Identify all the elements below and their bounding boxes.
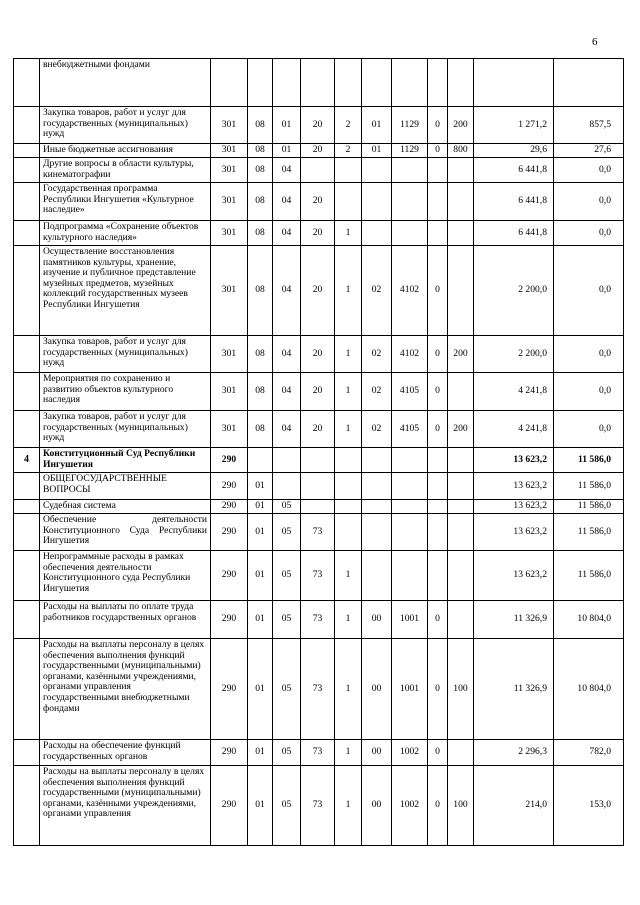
row-index (14, 107, 40, 144)
code-event: 00 (362, 601, 392, 639)
code-direction: 4105 (392, 373, 428, 411)
code-subprogram: 1 (335, 246, 362, 336)
code-digit: 0 (428, 601, 448, 639)
amount-year-2: 11 586,0 (554, 500, 624, 514)
code-digit (428, 473, 448, 500)
table-row (14, 59, 624, 107)
code-section: 08 (248, 144, 273, 158)
amount-year-1: 29,6 (474, 144, 554, 158)
code-program: 73 (301, 639, 335, 740)
code-digit (428, 158, 448, 183)
code-event: 00 (362, 766, 392, 846)
amount-year-2: 857,5 (554, 107, 624, 144)
amount-year-2: 11 586,0 (554, 514, 624, 551)
code-subprogram (335, 473, 362, 500)
code-section (248, 448, 273, 473)
code-event: 02 (362, 336, 392, 373)
code-program: 20 (301, 107, 335, 144)
page-number: 6 (592, 36, 598, 48)
code-subprogram (335, 158, 362, 183)
row-index (14, 246, 40, 336)
row-description: Закупка товаров, работ и услуг для государственных (муниципальных) нужд (40, 107, 211, 144)
code-digit: 0 (428, 740, 448, 766)
code-digit: 0 (428, 373, 448, 411)
code-subsection: 05 (273, 601, 301, 639)
code-program: 73 (301, 766, 335, 846)
amount-year-1: 6 441,8 (474, 183, 554, 221)
code-subprogram: 1 (335, 740, 362, 766)
code-subsection (273, 473, 301, 500)
row-description: Мероприятия по сохранению и развитию объектов культурного наследия (40, 373, 211, 411)
row-index (14, 766, 40, 846)
row-description: Закупка товаров, работ и услуг для государственных (муниципальных) нужд (40, 336, 211, 373)
row-description: внебюджетными фондами (40, 59, 211, 107)
code-program (301, 473, 335, 500)
row-description: Расходы на выплаты персоналу в целях обеспечения выполнения функций государственными (муниципальными) органами, казёнными учреждениями, органами управления государственными внебюджетными фондами (40, 639, 211, 740)
code-digit: 0 (428, 336, 448, 373)
table-row (14, 336, 624, 373)
code-expense-type (448, 551, 474, 601)
code-subsection: 05 (273, 740, 301, 766)
code-ministry: 301 (211, 336, 248, 373)
table-row (14, 740, 624, 766)
code-expense-type (448, 448, 474, 473)
code-expense-type (448, 59, 474, 107)
code-ministry: 290 (211, 766, 248, 846)
code-direction (392, 551, 428, 601)
table-row (14, 473, 624, 500)
code-subprogram: 1 (335, 601, 362, 639)
code-section: 08 (248, 183, 273, 221)
code-direction: 4102 (392, 336, 428, 373)
code-program (301, 448, 335, 473)
code-direction (392, 183, 428, 221)
code-direction: 1001 (392, 639, 428, 740)
code-subsection: 01 (273, 107, 301, 144)
table-row (14, 500, 624, 514)
row-description: Государственная программа Республики Ингушетия «Культурное наследие» (40, 183, 211, 221)
code-expense-type (448, 221, 474, 246)
code-digit: 0 (428, 144, 448, 158)
code-section: 01 (248, 601, 273, 639)
amount-year-1: 11 326,9 (474, 601, 554, 639)
code-expense-type: 200 (448, 107, 474, 144)
row-index (14, 183, 40, 221)
code-event: 02 (362, 411, 392, 448)
table-row (14, 221, 624, 246)
code-event (362, 551, 392, 601)
code-subsection: 05 (273, 500, 301, 514)
amount-year-2: 0,0 (554, 183, 624, 221)
code-program: 20 (301, 221, 335, 246)
code-section: 01 (248, 639, 273, 740)
budget-table-body (14, 59, 624, 846)
table-row (14, 766, 624, 846)
code-subsection: 04 (273, 411, 301, 448)
code-direction: 1002 (392, 766, 428, 846)
code-direction: 1129 (392, 107, 428, 144)
code-subprogram (335, 514, 362, 551)
code-expense-type (448, 246, 474, 336)
amount-year-2: 782,0 (554, 740, 624, 766)
code-digit (428, 221, 448, 246)
code-event: 00 (362, 740, 392, 766)
amount-year-2: 11 586,0 (554, 551, 624, 601)
code-event: 01 (362, 107, 392, 144)
code-ministry (211, 59, 248, 107)
code-program (301, 500, 335, 514)
code-expense-type (448, 740, 474, 766)
code-subsection: 04 (273, 246, 301, 336)
code-section: 01 (248, 740, 273, 766)
code-subprogram: 1 (335, 766, 362, 846)
code-section: 01 (248, 514, 273, 551)
amount-year-1: 13 623,2 (474, 514, 554, 551)
code-subsection: 04 (273, 183, 301, 221)
code-program: 73 (301, 514, 335, 551)
code-digit: 0 (428, 766, 448, 846)
code-ministry: 290 (211, 448, 248, 473)
row-index (14, 144, 40, 158)
code-event (362, 183, 392, 221)
code-expense-type (448, 373, 474, 411)
row-description: Другие вопросы в области культуры, кинематографии (40, 158, 211, 183)
code-ministry: 301 (211, 411, 248, 448)
row-description: Иные бюджетные ассигнования (40, 144, 211, 158)
code-subprogram: 1 (335, 411, 362, 448)
code-ministry: 290 (211, 473, 248, 500)
code-subsection: 04 (273, 158, 301, 183)
code-subprogram (335, 59, 362, 107)
code-subsection: 01 (273, 144, 301, 158)
code-expense-type (448, 183, 474, 221)
table-row (14, 601, 624, 639)
amount-year-2: 11 586,0 (554, 448, 624, 473)
code-subprogram: 1 (335, 639, 362, 740)
code-direction (392, 158, 428, 183)
amount-year-1: 4 241,8 (474, 373, 554, 411)
code-ministry: 301 (211, 107, 248, 144)
amount-year-2 (554, 59, 624, 107)
amount-year-1: 214,0 (474, 766, 554, 846)
code-section: 08 (248, 336, 273, 373)
code-program: 20 (301, 183, 335, 221)
row-description: Конституционный Суд Республики Ингушетия (40, 448, 211, 473)
code-direction (392, 514, 428, 551)
amount-year-1: 11 326,9 (474, 639, 554, 740)
code-program (301, 59, 335, 107)
table-row (14, 514, 624, 551)
amount-year-2: 0,0 (554, 411, 624, 448)
amount-year-1: 13 623,2 (474, 448, 554, 473)
code-expense-type (448, 601, 474, 639)
code-subsection: 04 (273, 221, 301, 246)
code-direction (392, 448, 428, 473)
code-event: 02 (362, 373, 392, 411)
code-program: 73 (301, 601, 335, 639)
amount-year-1: 13 623,2 (474, 473, 554, 500)
code-event: 02 (362, 246, 392, 336)
code-subprogram (335, 183, 362, 221)
row-description: Расходы на выплаты по оплате труда работников государственных органов (40, 601, 211, 639)
amount-year-2: 153,0 (554, 766, 624, 846)
row-description: Судебная система (40, 500, 211, 514)
code-direction: 1001 (392, 601, 428, 639)
code-ministry: 290 (211, 639, 248, 740)
row-description: Закупка товаров, работ и услуг для государственных (муниципальных) нужд (40, 411, 211, 448)
row-description: Расходы на выплаты персоналу в целях обеспечения выполнения функций государственными (муниципальными) органами, казёнными учреждениями, органами управления (40, 766, 211, 846)
table-row (14, 107, 624, 144)
code-ministry: 301 (211, 183, 248, 221)
row-index (14, 411, 40, 448)
code-expense-type: 200 (448, 336, 474, 373)
code-expense-type (448, 158, 474, 183)
code-section: 08 (248, 246, 273, 336)
code-expense-type (448, 500, 474, 514)
code-ministry: 290 (211, 514, 248, 551)
row-index (14, 221, 40, 246)
amount-year-1: 4 241,8 (474, 411, 554, 448)
row-index (14, 473, 40, 500)
code-expense-type: 100 (448, 766, 474, 846)
amount-year-1: 13 623,2 (474, 551, 554, 601)
code-section: 08 (248, 411, 273, 448)
code-subsection (273, 59, 301, 107)
row-index (14, 601, 40, 639)
row-description: Расходы на обеспечение функций государственных органов (40, 740, 211, 766)
code-direction (392, 473, 428, 500)
table-row (14, 373, 624, 411)
code-event (362, 500, 392, 514)
amount-year-1: 2 200,0 (474, 246, 554, 336)
amount-year-2: 0,0 (554, 221, 624, 246)
code-digit (428, 183, 448, 221)
row-index (14, 158, 40, 183)
table-row (14, 144, 624, 158)
code-subsection: 05 (273, 551, 301, 601)
amount-year-2: 0,0 (554, 158, 624, 183)
code-direction (392, 221, 428, 246)
code-program: 20 (301, 246, 335, 336)
code-expense-type (448, 514, 474, 551)
amount-year-1: 2 200,0 (474, 336, 554, 373)
code-direction: 4102 (392, 246, 428, 336)
code-program: 20 (301, 144, 335, 158)
code-digit (428, 514, 448, 551)
code-section: 01 (248, 766, 273, 846)
code-event (362, 448, 392, 473)
code-subsection: 04 (273, 373, 301, 411)
amount-year-2: 0,0 (554, 373, 624, 411)
row-description: Непрограммные расходы в рамках обеспечения деятельности Конституционного суда Республики Ингушетия (40, 551, 211, 601)
amount-year-2: 0,0 (554, 336, 624, 373)
code-subprogram: 1 (335, 551, 362, 601)
amount-year-2: 10 804,0 (554, 601, 624, 639)
code-expense-type: 800 (448, 144, 474, 158)
code-subprogram: 1 (335, 221, 362, 246)
code-subprogram (335, 448, 362, 473)
code-digit: 0 (428, 246, 448, 336)
code-ministry: 290 (211, 500, 248, 514)
code-section: 01 (248, 551, 273, 601)
code-program (301, 158, 335, 183)
amount-year-2: 10 804,0 (554, 639, 624, 740)
code-expense-type: 200 (448, 411, 474, 448)
code-section: 08 (248, 158, 273, 183)
code-digit (428, 448, 448, 473)
code-expense-type (448, 473, 474, 500)
code-ministry: 301 (211, 144, 248, 158)
code-digit: 0 (428, 639, 448, 740)
code-program: 73 (301, 551, 335, 601)
table-row (14, 411, 624, 448)
amount-year-1: 1 271,2 (474, 107, 554, 144)
amount-year-1: 2 296,3 (474, 740, 554, 766)
row-index (14, 500, 40, 514)
row-description: Подпрограмма «Сохранение объектов культурного наследия» (40, 221, 211, 246)
code-subsection: 05 (273, 639, 301, 740)
code-program: 20 (301, 336, 335, 373)
table-row (14, 246, 624, 336)
row-index: 4 (14, 448, 40, 473)
code-direction: 1002 (392, 740, 428, 766)
row-description: ОБЩЕГОСУДАРСТВЕННЫЕ ВОПРОСЫ (40, 473, 211, 500)
code-subsection: 05 (273, 514, 301, 551)
table-row (14, 183, 624, 221)
code-subprogram: 2 (335, 144, 362, 158)
code-subsection: 04 (273, 336, 301, 373)
code-program: 20 (301, 373, 335, 411)
row-description: Осуществление восстановления памятников культуры, хранение, изучение и публичное представление музейных предметов, музейных коллекций государственных музеев Республики Ингушетия (40, 246, 211, 336)
code-digit: 0 (428, 107, 448, 144)
code-event (362, 221, 392, 246)
code-program: 20 (301, 411, 335, 448)
row-index (14, 336, 40, 373)
row-description: Обеспечение деятельности Конституционного Суда Республики Ингушетия (40, 514, 211, 551)
code-section: 01 (248, 473, 273, 500)
code-digit: 0 (428, 411, 448, 448)
code-subprogram (335, 500, 362, 514)
amount-year-2: 0,0 (554, 246, 624, 336)
code-subprogram: 1 (335, 373, 362, 411)
code-direction (392, 59, 428, 107)
row-index (14, 639, 40, 740)
row-index (14, 514, 40, 551)
code-event: 00 (362, 639, 392, 740)
code-digit (428, 59, 448, 107)
code-event (362, 158, 392, 183)
amount-year-1: 6 441,8 (474, 158, 554, 183)
code-event (362, 59, 392, 107)
table-row (14, 639, 624, 740)
code-subsection: 05 (273, 766, 301, 846)
table-row (14, 158, 624, 183)
row-index (14, 373, 40, 411)
code-ministry: 301 (211, 158, 248, 183)
amount-year-2: 11 586,0 (554, 473, 624, 500)
code-event: 01 (362, 144, 392, 158)
code-event (362, 514, 392, 551)
row-index (14, 740, 40, 766)
code-ministry: 290 (211, 740, 248, 766)
code-section: 08 (248, 373, 273, 411)
amount-year-1: 6 441,8 (474, 221, 554, 246)
code-section (248, 59, 273, 107)
code-ministry: 301 (211, 373, 248, 411)
budget-table (13, 58, 624, 846)
code-section: 08 (248, 221, 273, 246)
code-direction: 4105 (392, 411, 428, 448)
code-direction (392, 500, 428, 514)
amount-year-2: 27,6 (554, 144, 624, 158)
code-subprogram: 1 (335, 336, 362, 373)
code-direction: 1129 (392, 144, 428, 158)
code-subsection (273, 448, 301, 473)
amount-year-1: 13 623,2 (474, 500, 554, 514)
table-row (14, 551, 624, 601)
code-digit (428, 500, 448, 514)
code-section: 01 (248, 500, 273, 514)
code-ministry: 301 (211, 246, 248, 336)
code-subprogram: 2 (335, 107, 362, 144)
code-ministry: 290 (211, 551, 248, 601)
table-row (14, 448, 624, 473)
row-index (14, 551, 40, 601)
code-expense-type: 100 (448, 639, 474, 740)
code-program: 73 (301, 740, 335, 766)
row-index (14, 59, 40, 107)
code-section: 08 (248, 107, 273, 144)
code-digit (428, 551, 448, 601)
amount-year-1 (474, 59, 554, 107)
code-event (362, 473, 392, 500)
code-ministry: 290 (211, 601, 248, 639)
code-ministry: 301 (211, 221, 248, 246)
